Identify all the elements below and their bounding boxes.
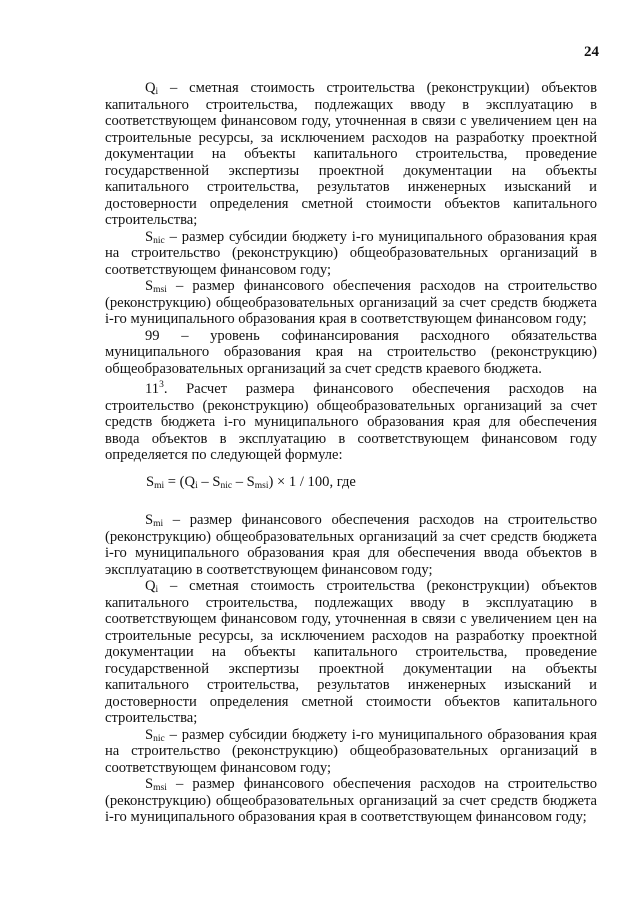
definitions-block-1 (105, 80, 597, 464)
formula: $S_{mi} = (Q_i - S_{nic} - S_{msi}) \times 1 / 100$, где (146, 474, 356, 491)
definition-paragraph: $Q_i$ – сметная стоимость строительства (реконструкции) объектов капитального строительства, подлежащих вводу в эксплуатацию в соответствующем финансовом году, уточненная в связи с увеличением цен на строительные ресурсы, за исключением расходов на разработку проектной документации на объекты капитального строительства, проведение государственной экспертизы проектной документации на объекты капитального строительства, результатов инженерных изысканий и достоверности определения сметной стоимости объектов капитального строительства; (105, 80, 597, 228)
page-number: 24 (584, 44, 599, 60)
definition-paragraph: $S_{nic}$ – размер субсидии бюджету i-го муниципального образования края на строительство (реконструкцию) общеобразовательных организаций в соответствующем финансовом году; (105, 726, 597, 776)
definition-paragraph: $S_{msi}$ – размер финансового обеспечения расходов на строительство (реконструкцию) общеобразовательных организаций за счет средств бюджета i-го муниципального образования края в соответствующем финансовом году; (105, 776, 597, 825)
definition-paragraph: $S_{msi}$ – размер финансового обеспечения расходов на строительство (реконструкцию) общеобразовательных организаций за счет средств бюджета i-го муниципального образования края в соответствующем финансовом году; (105, 278, 597, 327)
definition-paragraph: $S_{nic}$ – размер субсидии бюджету i-го муниципального образования края на строительство (реконструкцию) общеобразовательных организаций в соответствующем финансовом году; (105, 228, 597, 278)
definition-paragraph: $S_{mi}$ – размер финансового обеспечения расходов на строительство (реконструкцию) общеобразовательных организаций за счет средств бюджета i-го муниципального образования края для обеспечения ввода объектов в эксплуатацию в соответствующем финансовом году; (105, 512, 597, 578)
definition-paragraph: 99 – уровень софинансирования расходного обязательства муниципального образования края на строительство (реконструкцию) общеобразовательных организаций за счет средств краевого бюджета. (105, 327, 597, 377)
definitions-block-2 (105, 512, 597, 826)
definition-paragraph: $Q_i$ – сметная стоимость строительства (реконструкции) объектов капитального строительства, подлежащих вводу в эксплуатацию в соответствующем финансовом году, уточненная в связи с увеличением цен на строительные ресурсы, за исключением расходов на разработку проектной документации на объекты капитального строительства, проведение государственной экспертизы проектной документации на объекты капитального строительства, результатов инженерных изысканий и достоверности определения сметной стоимости объектов капитального строительства; (105, 578, 597, 726)
clause-paragraph: $11^3$. Расчет размера финансового обеспечения расходов на строительство (реконструкцию) общеобразовательных организаций за счет средств бюджета i-го муниципального образования края для обеспечения ввода объектов в эксплуатацию в соответствующем финансовом году определяется по следующей формуле: (105, 380, 597, 463)
